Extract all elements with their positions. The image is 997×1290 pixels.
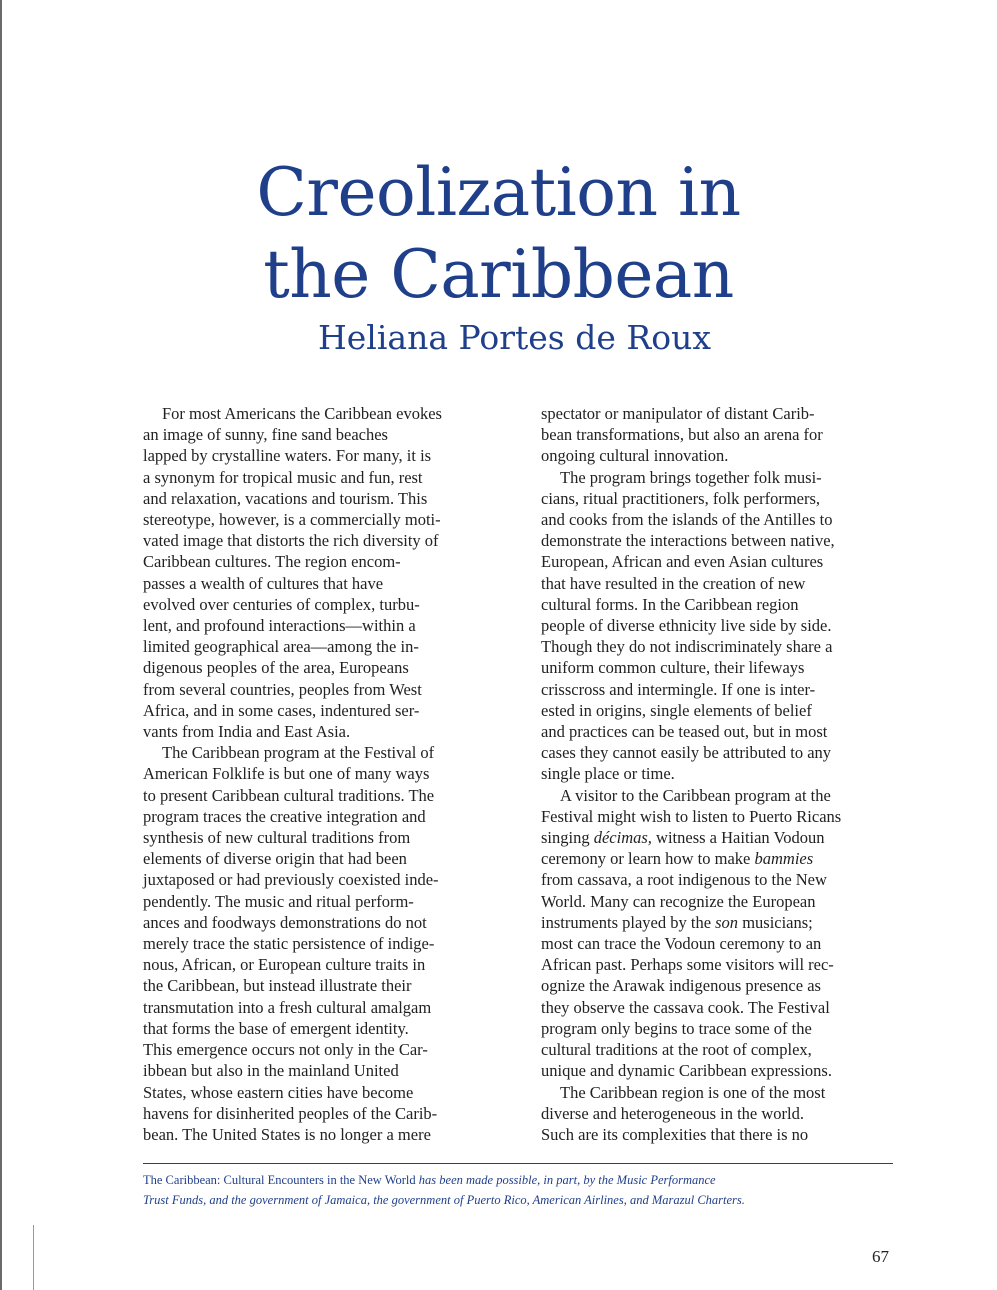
text-line: evolved over centuries of complex, turbu- bbox=[143, 594, 420, 614]
text-line: Festival might wish to listen to Puerto Ricans bbox=[541, 806, 842, 826]
text-line: American Folklife is but one of many ways bbox=[143, 764, 430, 784]
text-line bbox=[541, 827, 901, 848]
text-line: crisscross and intermingle. If one is inter- bbox=[541, 679, 816, 699]
text-line: lent, and profound interactions—within a bbox=[143, 616, 416, 636]
text-line: This emergence occurs not only in the Car- bbox=[143, 1040, 428, 1060]
text-line: the Caribbean, but instead illustrate their bbox=[143, 976, 412, 996]
page-edge-mark bbox=[33, 1225, 34, 1290]
text-line: nous, African, or European culture traits in bbox=[143, 955, 426, 975]
text-line: cians, ritual practitioners, folk performers, bbox=[541, 488, 821, 508]
footnote-line-1 bbox=[143, 1170, 903, 1190]
text-line: program only begins to trace some of the bbox=[541, 1018, 812, 1038]
text-line: unique and dynamic Caribbean expressions. bbox=[541, 1061, 832, 1081]
text-line: ested in origins, single elements of belief bbox=[541, 700, 812, 720]
text-line: demonstrate the interactions between native, bbox=[541, 531, 835, 551]
italic-term: son bbox=[715, 912, 739, 932]
text-line: elements of diverse origin that had been bbox=[143, 849, 407, 869]
text-line: bean transformations, but also an arena for bbox=[541, 425, 823, 445]
text-line: ibbean but also in the mainland United bbox=[143, 1061, 399, 1081]
text-line: cultural forms. In the Caribbean region bbox=[541, 594, 799, 614]
text-line: program traces the creative integration and bbox=[143, 806, 426, 826]
text-line: and cooks from the islands of the Antilles to bbox=[541, 510, 833, 530]
text-line: passes a wealth of cultures that have bbox=[143, 573, 384, 593]
text-line: diverse and heterogeneous in the world. bbox=[541, 1103, 805, 1123]
text-line: Africa, and in some cases, indentured ser- bbox=[143, 700, 420, 720]
text-line: The Caribbean program at the Festival of bbox=[162, 743, 435, 763]
text-line: African past. Perhaps some visitors will rec- bbox=[541, 955, 834, 975]
author-byline: Heliana Portes de Roux bbox=[318, 318, 711, 357]
title-line-2: the Caribbean bbox=[263, 236, 734, 313]
body-column-left bbox=[143, 403, 503, 1145]
text-line: ances and foodways demonstrations do not bbox=[143, 912, 427, 932]
text-line: havens for disinherited peoples of the Carib- bbox=[143, 1103, 438, 1123]
text-line: single place or time. bbox=[541, 764, 675, 784]
text-line: European, African and even Asian cultures bbox=[541, 552, 824, 572]
text-line: they observe the cassava cook. The Festival bbox=[541, 997, 830, 1017]
text-line: pendently. The music and ritual perform- bbox=[143, 891, 414, 911]
text-line: ognize the Arawak indigenous presence as bbox=[541, 976, 821, 996]
text-line: Caribbean cultures. The region encom- bbox=[143, 552, 401, 572]
text-line: For most Americans the Caribbean evokes bbox=[162, 404, 442, 423]
text-line: cultural traditions at the root of complex, bbox=[541, 1040, 812, 1060]
text-line: The Caribbean region is one of the most bbox=[560, 1082, 826, 1102]
text-line: that have resulted in the creation of new bbox=[541, 573, 806, 593]
footnote-line-2: Trust Funds, and the government of Jamaica, the government of Puerto Rico, American Airlines, and Marazul Charters. bbox=[143, 1193, 745, 1207]
text-line: transmutation into a fresh cultural amalgam bbox=[143, 997, 432, 1017]
text-line: bean. The United States is no longer a mere bbox=[143, 1124, 431, 1144]
title-line-1: Creolization in bbox=[256, 154, 741, 231]
text-line: an image of sunny, fine sand beaches bbox=[143, 425, 388, 445]
body-column-right bbox=[541, 403, 901, 1145]
sponsor-footnote bbox=[143, 1170, 903, 1210]
text-line: that forms the base of emergent identity. bbox=[143, 1018, 409, 1038]
footnote-credit: has been made possible, in part, by the Music Performance bbox=[418, 1173, 716, 1187]
text-line: merely trace the static persistence of indige- bbox=[143, 934, 435, 954]
text-line: uniform common culture, their lifeways bbox=[541, 658, 805, 678]
text-line: juxtaposed or had previously coexisted inde- bbox=[143, 870, 439, 890]
text-run: instruments played by the bbox=[541, 912, 716, 932]
text-line: States, whose eastern cities have become bbox=[143, 1082, 414, 1102]
italic-term: décimas, bbox=[593, 828, 652, 848]
article-title bbox=[0, 152, 997, 316]
text-run: musicians; bbox=[738, 912, 813, 932]
text-line: vants from India and East Asia. bbox=[143, 722, 351, 742]
text-run: ceremony or learn how to make bbox=[541, 849, 755, 869]
text-line bbox=[541, 848, 901, 869]
text-line: limited geographical area—among the in- bbox=[143, 637, 419, 657]
text-line bbox=[541, 912, 901, 933]
text-line: a synonym for tropical music and fun, rest bbox=[143, 467, 423, 487]
text-line: Though they do not indiscriminately share a bbox=[541, 637, 833, 657]
text-line: and practices can be teased out, but in most bbox=[541, 722, 828, 742]
footnote-divider bbox=[143, 1163, 893, 1164]
text-line: spectator or manipulator of distant Carib- bbox=[541, 404, 815, 423]
text-line: synthesis of new cultural traditions from bbox=[143, 828, 411, 848]
text-run: singing bbox=[541, 828, 594, 848]
text-line: World. Many can recognize the European bbox=[541, 891, 816, 911]
text-line: from several countries, peoples from West bbox=[143, 679, 422, 699]
footnote-program-name: The Caribbean: Cultural Encounters in the New World bbox=[143, 1173, 419, 1187]
text-line: The program brings together folk musi- bbox=[560, 467, 822, 487]
text-line: lapped by crystalline waters. For many, it is bbox=[143, 446, 432, 466]
text-line: people of diverse ethnicity live side by side. bbox=[541, 616, 832, 636]
page-number: 67 bbox=[872, 1247, 889, 1266]
text-line: A visitor to the Caribbean program at the bbox=[560, 785, 831, 805]
text-line: vated image that distorts the rich diversity of bbox=[143, 531, 439, 551]
text-line: most can trace the Vodoun ceremony to an bbox=[541, 934, 822, 954]
text-line: ongoing cultural innovation. bbox=[541, 446, 729, 466]
text-line: and relaxation, vacations and tourism. This bbox=[143, 488, 428, 508]
text-line: stereotype, however, is a commercially moti- bbox=[143, 510, 441, 530]
text-line: digenous peoples of the area, Europeans bbox=[143, 658, 409, 678]
text-run: witness a Haitian Vodoun bbox=[651, 828, 825, 848]
italic-term: bammies bbox=[754, 849, 814, 869]
text-line: cases they cannot easily be attributed to any bbox=[541, 743, 832, 763]
text-line: from cassava, a root indigenous to the New bbox=[541, 870, 827, 890]
text-line: to present Caribbean cultural traditions. The bbox=[143, 785, 435, 805]
text-line: Such are its complexities that there is no bbox=[541, 1124, 809, 1144]
